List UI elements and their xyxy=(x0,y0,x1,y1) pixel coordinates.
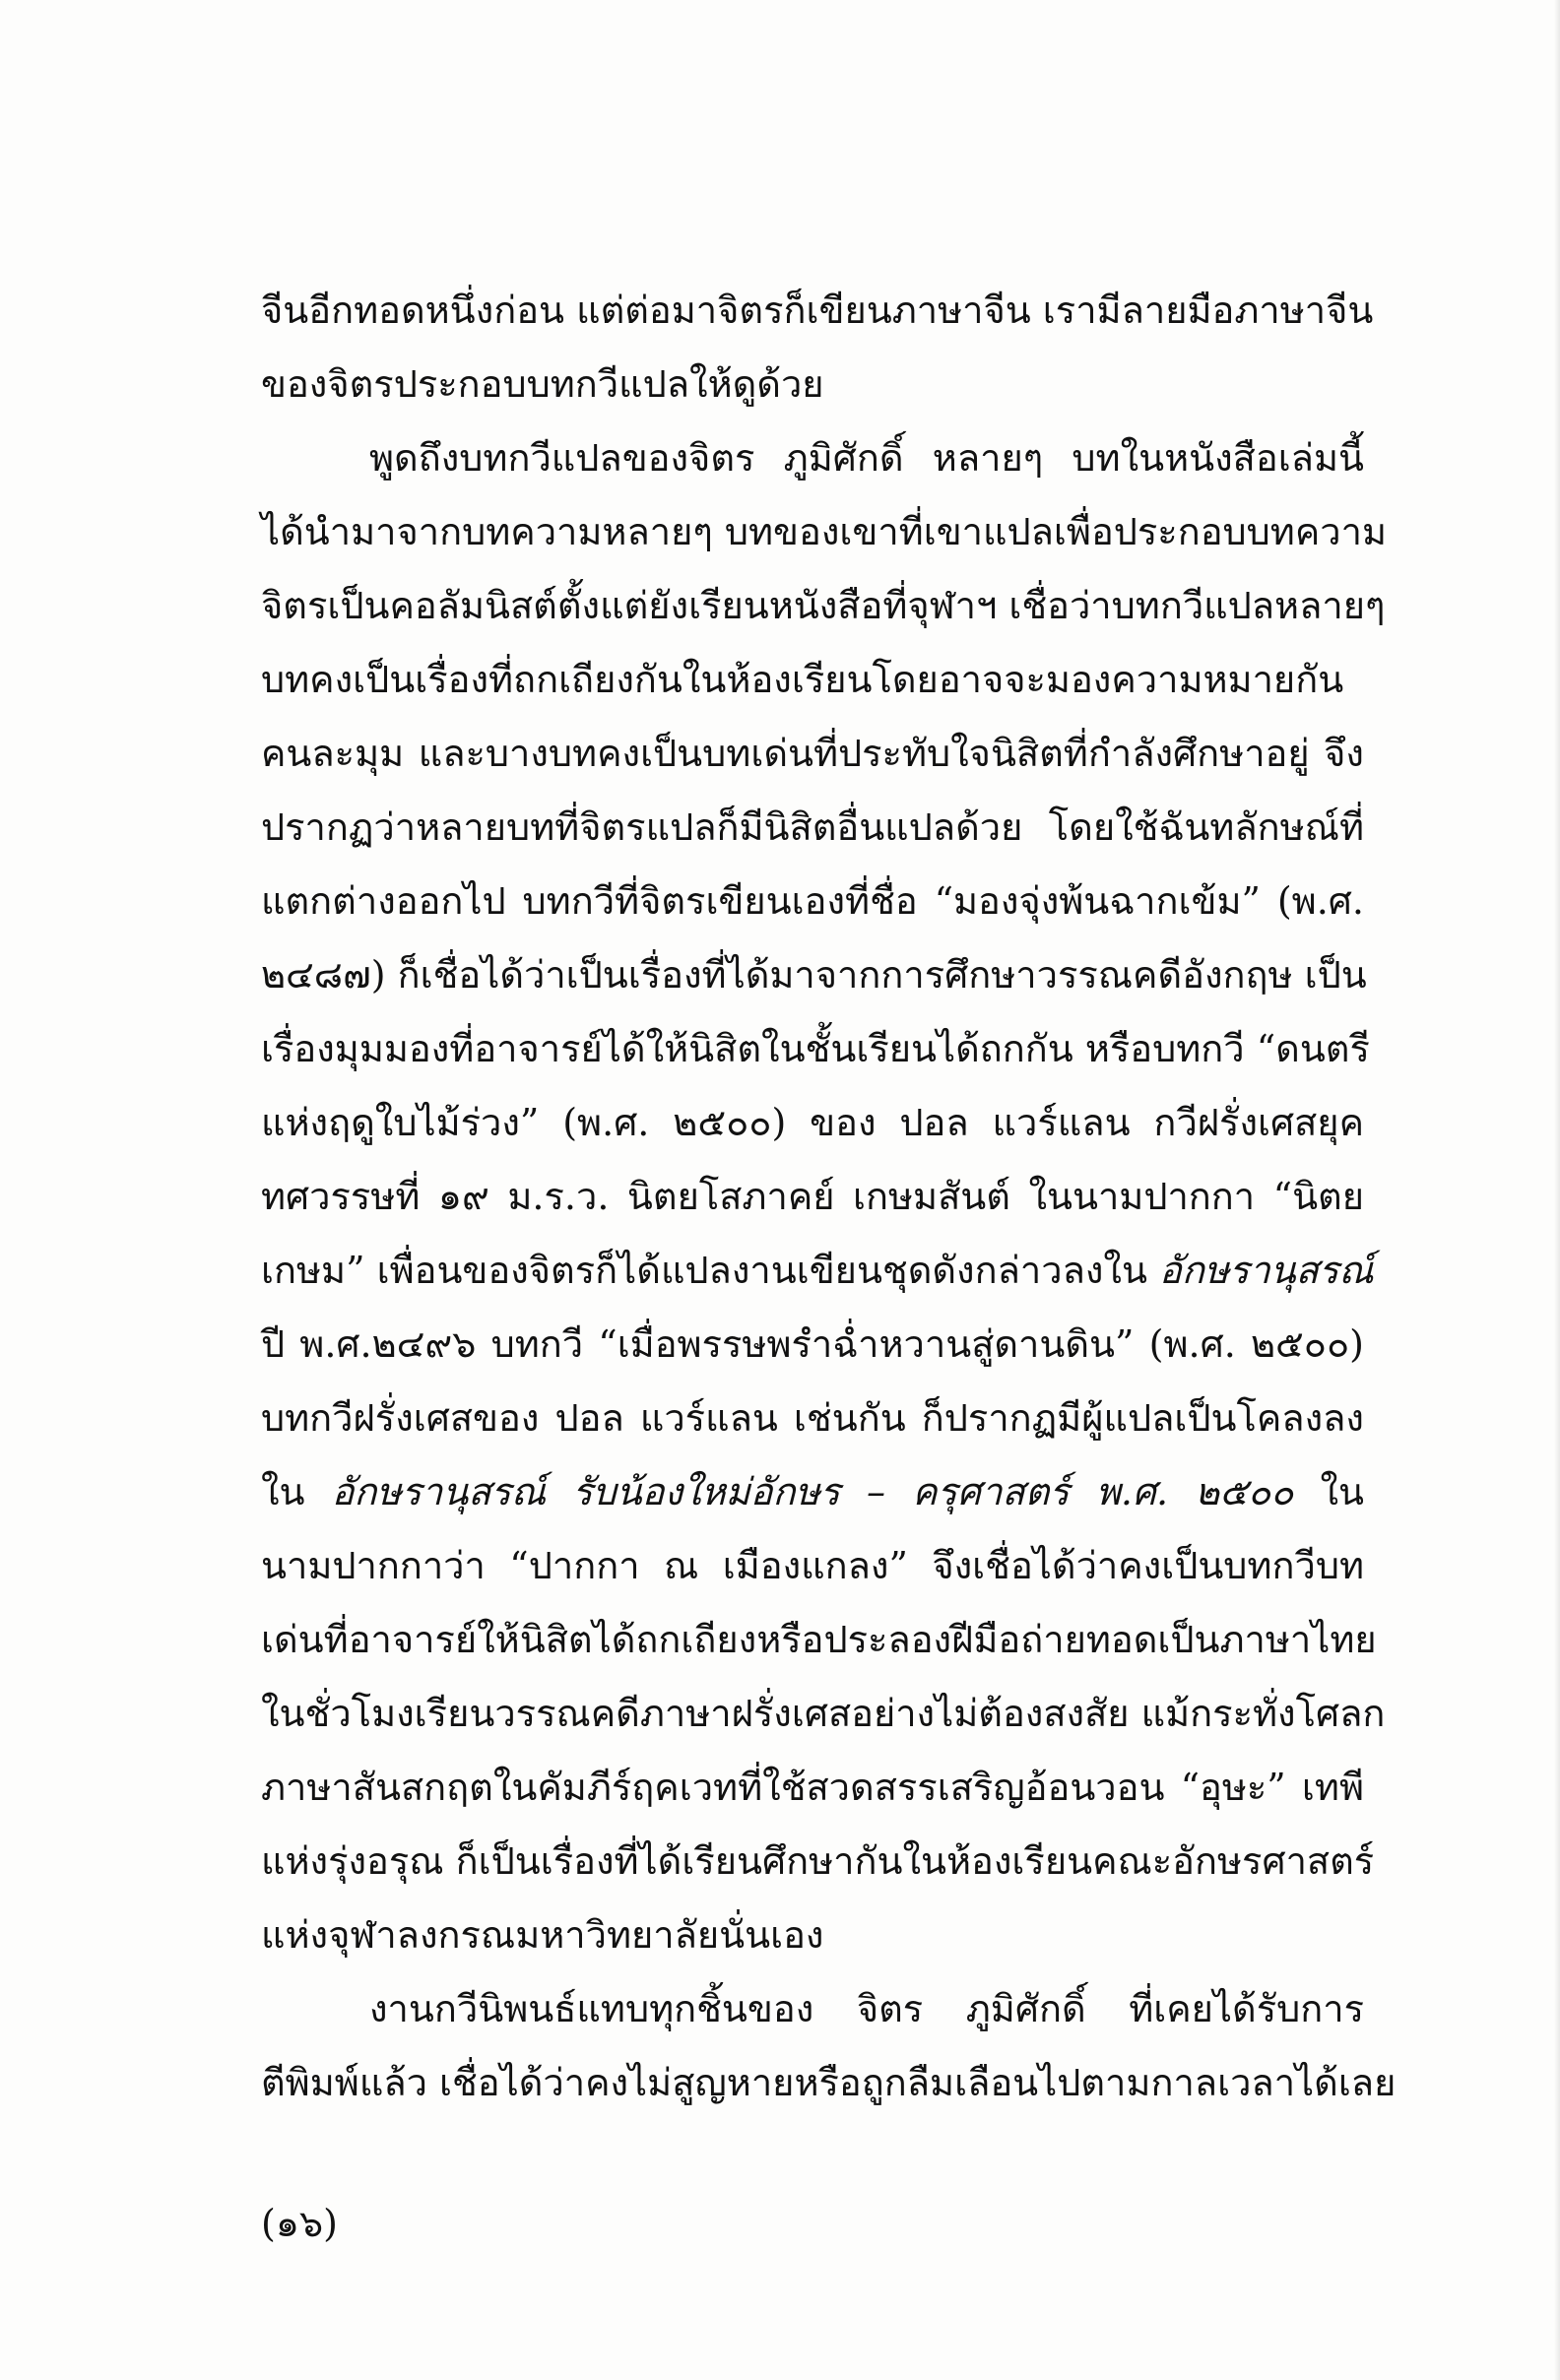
text-line xyxy=(261,717,1364,791)
line-text: ทศวรรษที่ ๑๙ ม.ร.ว. นิตยโสภาคย์ เกษมสันต์ ในนามปากกา “นิตย xyxy=(261,1175,1364,1218)
text-line xyxy=(261,643,1364,717)
text-line xyxy=(261,274,1374,348)
line-text: แห่งรุ่งอรุณ ก็เป็นเรื่องที่ได้เรียนศึกษากันในห้องเรียนคณะอักษรศาสตร์ xyxy=(261,1839,1375,1883)
text-line xyxy=(261,1898,1364,1972)
text-line xyxy=(261,495,1387,569)
text-line xyxy=(261,938,1367,1012)
text-line xyxy=(261,348,1364,421)
line-text: งานกวีนิพนธ์แทบทุกชิ้นของ จิตร ภูมิศักดิ์ ที่เคยได้รับการ xyxy=(369,1987,1364,2030)
text-line xyxy=(261,1382,1364,1455)
page-number: (๑๖) xyxy=(261,2202,338,2245)
italic-title: อักษรานุสรณ์ xyxy=(1159,1249,1374,1292)
line-text: ๒๔๘๗) ก็เชื่อได้ว่าเป็นเรื่องที่ได้มาจากการศึกษาวรรณคดีอังกฤษ เป็น xyxy=(261,953,1367,997)
line-text: ได้นำมาจากบทความหลายๆ บทของเขาที่เขาแปลเพื่อประกอบบทความ xyxy=(261,510,1387,553)
line-text: บทคงเป็นเรื่องที่ถกเถียงกันในห้องเรียนโดยอาจจะมองความหมายกัน xyxy=(261,658,1344,701)
line-text: นามปากกาว่า “ปากกา ณ เมืองแกลง” จึงเชื่อได้ว่าคงเป็นบทกวีบท xyxy=(261,1544,1364,1587)
text-line xyxy=(261,791,1364,865)
line-text: จีนอีกทอดหนึ่งก่อน แต่ต่อมาจิตรก็เขียนภาษาจีน เรามีลายมือภาษาจีน xyxy=(261,289,1374,332)
text-line xyxy=(261,1972,1364,2046)
text-line xyxy=(261,1529,1364,1603)
text-line xyxy=(261,2046,1397,2120)
line-text: เด่นที่อาจารย์ให้นิสิตได้ถกเถียงหรือประลองฝีมือถ่ายทอดเป็นภาษาไทย xyxy=(261,1618,1377,1661)
text-line xyxy=(261,1825,1375,1898)
line-text: แห่งจุฬาลงกรณมหาวิทยาลัยนั่นเอง xyxy=(261,1913,824,1957)
text-line xyxy=(261,1012,1370,1086)
text-line xyxy=(261,1603,1377,1677)
text-line xyxy=(261,1677,1386,1751)
line-text: คนละมุม และบางบทคงเป็นบทเด่นที่ประทับใจนิสิตที่กำลังศึกษาอยู่ จึง xyxy=(261,732,1364,775)
text-line xyxy=(261,1234,1374,1308)
body-text xyxy=(261,274,1397,2120)
line-text: ตีพิมพ์แล้ว เชื่อได้ว่าคงไม่สูญหายหรือถูกลืมเลือนไปตามกาลเวลาได้เลย xyxy=(261,2061,1397,2104)
text-line xyxy=(261,1086,1364,1160)
line-text: ปี พ.ศ.๒๔๙๖ บทกวี “เมื่อพรรษพรำฉ่ำหวานสู่ดานดิน” (พ.ศ. ๒๕๐๐) xyxy=(261,1322,1364,1366)
line-text: เกษม” เพื่อนของจิตรก็ได้แปลงานเขียนชุดดังกล่าวลงใน อักษรานุสรณ์ xyxy=(261,1249,1374,1292)
text-line xyxy=(261,421,1364,495)
line-text: แตกต่างออกไป บทกวีที่จิตรเขียนเองที่ชื่อ “มองจุ่งพ้นฉากเข้ม” (พ.ศ. xyxy=(261,879,1364,923)
text-line xyxy=(261,569,1386,643)
line-text: พูดถึงบทกวีแปลของจิตร ภูมิศักดิ์ หลายๆ บทในหนังสือเล่มนี้ xyxy=(369,436,1364,480)
text-line xyxy=(261,1160,1364,1234)
line-text: ใน อักษรานุสรณ์ รับน้องใหม่อักษร – ครุศาสตร์ พ.ศ. ๒๕๐๐ ใน xyxy=(261,1470,1364,1513)
italic-title: อักษรานุสรณ์ รับน้องใหม่อักษร – ครุศาสตร์ พ.ศ. ๒๕๐๐ xyxy=(331,1470,1294,1513)
text-line xyxy=(261,1308,1364,1382)
text-line xyxy=(261,1751,1364,1825)
line-text: ในชั่วโมงเรียนวรรณคดีภาษาฝรั่งเศสอย่างไม่ต้องสงสัย แม้กระทั่งโศลก xyxy=(261,1692,1386,1735)
line-text: เรื่องมุมมองที่อาจารย์ได้ให้นิสิตในชั้นเรียนได้ถกกัน หรือบทกวี “ดนตรี xyxy=(261,1027,1370,1070)
page-edge-shadow xyxy=(1554,0,1560,2380)
line-text: ภาษาสันสกฤตในคัมภีร์ฤคเวทที่ใช้สวดสรรเสริญอ้อนวอน “อุษะ” เทพี xyxy=(261,1766,1364,1809)
line-text: ปรากฏว่าหลายบทที่จิตรแปลก็มีนิสิตอื่นแปลด้วย โดยใช้ฉันทลักษณ์ที่ xyxy=(261,805,1364,849)
line-text: แห่งฤดูใบไม้ร่วง” (พ.ศ. ๒๕๐๐) ของ ปอล แวร์แลน กวีฝรั่งเศสยุค xyxy=(261,1101,1364,1144)
text-line xyxy=(261,1455,1364,1529)
line-text: จิตรเป็นคอลัมนิสต์ตั้งแต่ยังเรียนหนังสือที่จุฬาฯ เชื่อว่าบทกวีแปลหลายๆ xyxy=(261,584,1386,627)
line-text: ของจิตรประกอบบทกวีแปลให้ดูด้วย xyxy=(261,362,824,406)
line-text: บทกวีฝรั่งเศสของ ปอล แวร์แลน เช่นกัน ก็ปรากฏมีผู้แปลเป็นโคลงลง xyxy=(261,1396,1364,1440)
text-line xyxy=(261,865,1364,938)
